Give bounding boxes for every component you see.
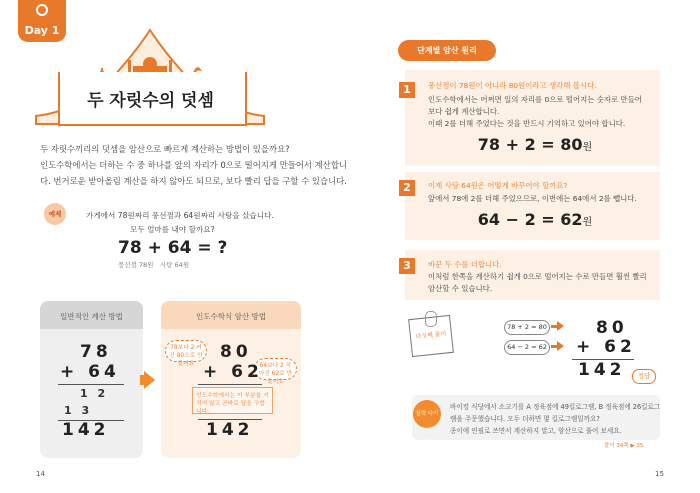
pill-step-1: 78 + 2 = 80 [504, 320, 550, 335]
indian-top-number: 80 [220, 342, 252, 362]
general-addend: + 64 [60, 362, 120, 382]
page-number-left: 14 [36, 470, 45, 478]
sum-top-number: 80 [596, 318, 628, 338]
day-label: Day 1 [24, 24, 60, 37]
step-1-unit: 원 [582, 142, 593, 153]
step-1-body-1: 인도수학에서는 어쩌면 일의 자리를 0으로 떨어지는 숫자로 만들어 [428, 95, 642, 104]
page-title: 두 자릿수의 덧셈 [87, 91, 214, 111]
example-badge: 예제 [44, 203, 66, 225]
step-2-heading: 이제 사탕 64원은 어떻게 바꾸어야 할까요? [428, 181, 568, 190]
step-2-equation [455, 210, 615, 229]
indian-line-1 [198, 384, 262, 385]
pill-step-2: 64 − 2 = 62 [504, 340, 550, 355]
step-3-number: 3 [399, 258, 415, 274]
indian-addend: + 62 [203, 362, 263, 382]
equation-note-candy: 사탕 64원 [160, 261, 190, 269]
general-partial-tens: 1 3 [64, 404, 93, 417]
step-2-unit: 원 [582, 217, 593, 228]
step-1-eq-text: 78 + 2 = 80 [477, 135, 583, 154]
general-result: 142 [62, 420, 110, 440]
practice-line-3: 종이에 연필로 쓰면서 계산하지 말고, 암산으로 풀어 보세요. [450, 427, 622, 435]
step-1-number: 1 [399, 82, 415, 98]
general-line-1 [58, 384, 124, 385]
right-arrow-icon [557, 321, 564, 331]
general-top-number: 78 [80, 342, 112, 362]
sum-addend: + 62 [576, 337, 636, 357]
right-arrow-icon [557, 341, 564, 351]
step-2-eq-text: 64 − 2 = 62 [477, 210, 583, 229]
example-line-1: 가게에서 78원짜리 풍선껌과 64원짜리 사탕을 샀습니다. [86, 211, 274, 220]
memo-note: 다섯째 풀이 [408, 315, 454, 357]
practice-line-1: 바이킹 식당에서 소고기를 A 정육점에 49킬로그램, B 정육점에 26킬로그 [450, 403, 661, 411]
bubble-left: 78보다 2 커진 80으로 만들어요 [165, 340, 207, 362]
general-method-title: 일반적인 계산 방법 [60, 312, 123, 321]
alarm-clock-icon [36, 4, 48, 16]
step-1-body-2: 보다 쉽게 계산합니다. [428, 107, 500, 116]
paperclip-icon [425, 311, 437, 327]
answer-tag: 정답 [632, 369, 656, 384]
example-line-2: 모두 얼마를 내야 할까요? [130, 225, 215, 234]
practice-line-2: 램을 주문했습니다. 모두 더하면 몇 킬로그램일까요? [450, 415, 600, 423]
step-3-heading: 바꾼 두 수를 더합니다. [428, 260, 502, 269]
step-2-body-1: 앞에서 78에 2를 더해 주었으므로, 이번에는 64에서 2를 뺍니다. [428, 194, 637, 203]
indian-method-title: 인도수학식 암산 방법 [196, 312, 266, 321]
step-3-body-1: 이처럼 한쪽을 계산하기 쉽게 0으로 떨어지는 수로 만들면 훨씬 빨리 [428, 272, 647, 281]
general-partial-ones: 1 2 [80, 387, 109, 400]
indian-result: 142 [206, 420, 254, 440]
right-arrow-icon [144, 371, 155, 389]
step-3-body-2: 암산할 수 있습니다. [428, 284, 493, 293]
section-tag: 단계별 암산 원리 [398, 40, 496, 61]
practice-hint: 풀이 34쪽 ▶ 35 [604, 443, 644, 449]
practice-badge: 실력 다지기! [413, 400, 441, 428]
intro-line-1: 두 자릿수끼리의 덧셈을 암산으로 빠르게 계산하는 방법이 있을까요? [40, 144, 290, 154]
step-2-number: 2 [399, 180, 415, 196]
step-1-heading: 풍선껌이 78원이 아니라 80원이라고 생각해 봅시다. [428, 81, 597, 90]
intro-line-2: 인도수학에서는 더하는 수 중 하나를 앞의 자리가 0으로 떨어지게 만들어서 계산합니 [40, 160, 348, 170]
step-1-equation [455, 135, 615, 154]
equation-note-gum: 풍선껌 78원 [118, 261, 154, 269]
intro-line-3: 다. 번거로운 받아올림 계산을 하지 않아도 되므로, 보다 빨리 답을 구할 수 있습니다. [40, 176, 347, 186]
bubble-right: 64보다 2 작아진 62로 만들어요 [254, 358, 297, 380]
example-equation: 78 + 64 = ? [118, 238, 228, 258]
sum-result: 142 [578, 360, 626, 380]
indian-note: 인도수학에서는 이 부분을 거치지 않고 곧바로 답을 구합니다. [192, 387, 273, 414]
page-number-right: 15 [655, 470, 664, 478]
step-1-body-3: 이때 2를 더해 주었다는 것을 반드시 기억하고 있어야 합니다. [428, 119, 626, 128]
